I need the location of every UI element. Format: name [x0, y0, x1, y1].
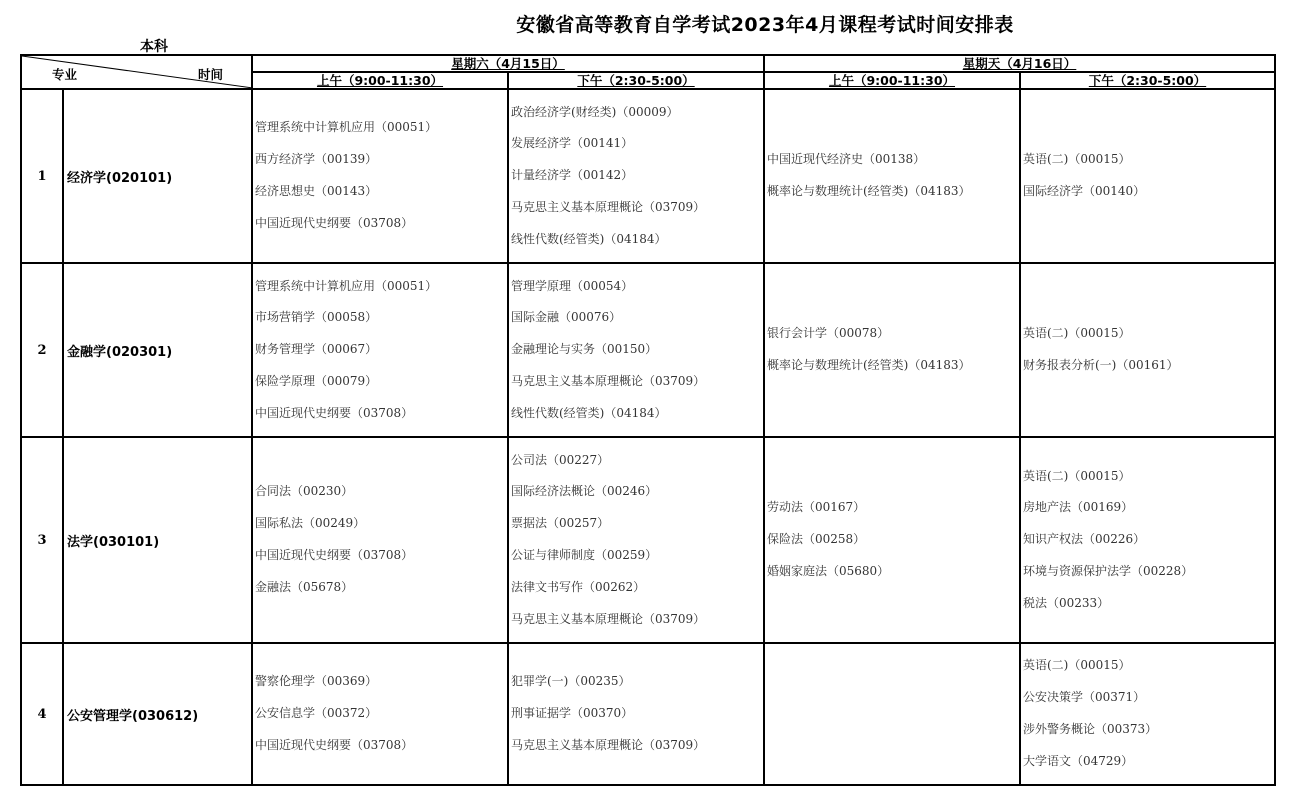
major-name: 法学(030101) — [63, 437, 252, 643]
course-item: 国际金融（00076） — [511, 310, 622, 325]
course-item: 管理系统中计算机应用（00051） — [255, 278, 438, 293]
course-item: 国际经济法概论（00246） — [511, 484, 658, 499]
session-header-sat-pm: 下午（2:30-5:00） — [508, 72, 764, 89]
course-item: 管理系统中计算机应用（00051） — [255, 120, 438, 135]
course-item: 涉外警务概论（00373） — [1023, 722, 1158, 736]
sat-am-courses — [252, 263, 508, 437]
course-item: 管理学原理（00054） — [511, 278, 634, 293]
sun-pm-courses — [1020, 263, 1275, 437]
sat-am-courses — [252, 89, 508, 263]
course-item: 发展经济学（00141） — [511, 136, 634, 151]
course-item: 公安决策学（00371） — [1023, 690, 1146, 705]
course-item: 保险学原理（00079） — [255, 373, 378, 388]
major-header-label: 专业 — [52, 67, 78, 82]
course-item: 法律文书写作（00262） — [511, 579, 646, 594]
course-item: 刑事证据学（00370） — [511, 706, 634, 721]
course-item: 政治经济学(财经类)（00009） — [511, 104, 679, 119]
course-item: 金融法（05678） — [255, 579, 354, 594]
sun-am-courses — [764, 643, 1020, 785]
course-item: 劳动法（00167） — [767, 500, 866, 515]
table-row — [21, 643, 1275, 785]
sat-am-courses — [252, 437, 508, 643]
course-item: 知识产权法（00226） — [1023, 532, 1146, 547]
course-item: 马克思主义基本原理概论（03709） — [511, 737, 706, 752]
sun-am-courses — [764, 263, 1020, 437]
course-item: 西方经济学（00139） — [255, 152, 378, 167]
course-item: 计量经济学（00142） — [511, 168, 634, 183]
course-item: 英语(二)（00015） — [1023, 152, 1131, 167]
course-item: 线性代数(经管类)（04184） — [511, 231, 667, 246]
table-row — [21, 437, 1275, 643]
table-row — [21, 89, 1275, 263]
course-item: 财务管理学（00067） — [255, 342, 378, 357]
major-name: 公安管理学(030612) — [63, 643, 252, 785]
day-header-saturday: 星期六（4月15日） — [252, 55, 764, 72]
exam-schedule-table — [20, 54, 1276, 786]
course-item: 公安信息学（00372） — [255, 706, 378, 721]
row-number: 3 — [21, 437, 63, 643]
course-item: 马克思主义基本原理概论（03709） — [511, 199, 706, 214]
sun-pm-courses — [1020, 437, 1275, 643]
course-item: 房地产法（00169） — [1023, 500, 1134, 515]
course-item: 概率论与数理统计(经管类)（04183） — [767, 358, 971, 372]
course-item: 财务报表分析(一)（00161） — [1023, 358, 1179, 372]
sun-am-courses — [764, 437, 1020, 643]
major-name: 经济学(020101) — [63, 89, 252, 263]
course-item: 国际私法（00249） — [255, 516, 366, 531]
course-item: 经济思想史（00143） — [255, 184, 378, 198]
course-item: 英语(二)（00015） — [1023, 658, 1131, 673]
course-item: 马克思主义基本原理概论（03709） — [511, 373, 706, 388]
session-header-sun-am: 上午（9:00-11:30） — [764, 72, 1020, 89]
course-item: 合同法（00230） — [255, 484, 354, 499]
sat-pm-courses — [508, 437, 764, 643]
course-item: 中国近现代史纲要（03708） — [255, 548, 414, 562]
course-item: 公证与律师制度（00259） — [511, 548, 658, 562]
course-item: 大学语文（04729） — [1023, 753, 1134, 768]
course-item: 婚姻家庭法（05680） — [767, 563, 890, 578]
course-item: 中国近现代史纲要（03708） — [255, 215, 414, 230]
session-header-sun-pm: 下午（2:30-5:00） — [1020, 72, 1275, 89]
page-title: 安徽省高等教育自学考试2023年4月课程考试时间安排表 — [516, 14, 1014, 36]
row-number: 1 — [21, 89, 63, 263]
course-item: 保险法（00258） — [767, 532, 866, 547]
course-item: 票据法（00257） — [511, 516, 610, 531]
course-item: 线性代数(经管类)（04184） — [511, 405, 667, 420]
row-number: 4 — [21, 643, 63, 785]
course-item: 中国近现代经济史（00138） — [767, 152, 926, 167]
sat-pm-courses — [508, 263, 764, 437]
row-number: 2 — [21, 263, 63, 437]
major-name: 金融学(020301) — [63, 263, 252, 437]
time-header-label: 时间 — [197, 67, 223, 82]
sat-am-courses — [252, 643, 508, 785]
table-row — [21, 263, 1275, 437]
diagonal-header-cell — [21, 55, 252, 89]
course-item: 中国近现代史纲要（03708） — [255, 405, 414, 420]
course-item: 警察伦理学（00369） — [255, 674, 378, 689]
course-item: 概率论与数理统计(经管类)（04183） — [767, 184, 971, 198]
sun-pm-courses — [1020, 89, 1275, 263]
sat-pm-courses — [508, 643, 764, 785]
course-item: 犯罪学(一)（00235） — [511, 674, 631, 689]
course-item: 英语(二)（00015） — [1023, 326, 1131, 341]
course-item: 市场营销学（00058） — [255, 310, 378, 325]
course-item: 英语(二)（00015） — [1023, 468, 1131, 483]
course-item: 银行会计学（00078） — [767, 326, 890, 341]
course-item: 金融理论与实务（00150） — [511, 342, 658, 357]
course-item: 公司法（00227） — [511, 452, 610, 467]
sun-am-courses — [764, 89, 1020, 263]
course-item: 税法（00233） — [1023, 595, 1110, 610]
day-header-sunday: 星期天（4月16日） — [764, 55, 1275, 72]
course-item: 马克思主义基本原理概论（03709） — [511, 611, 706, 626]
course-item: 国际经济学（00140） — [1023, 184, 1146, 198]
sun-pm-courses — [1020, 643, 1275, 785]
session-header-sat-am: 上午（9:00-11:30） — [252, 72, 508, 89]
category-label: 本科 — [140, 39, 168, 55]
sat-pm-courses — [508, 89, 764, 263]
course-item: 环境与资源保护法学（00228） — [1023, 563, 1194, 578]
course-item: 中国近现代史纲要（03708） — [255, 737, 414, 752]
